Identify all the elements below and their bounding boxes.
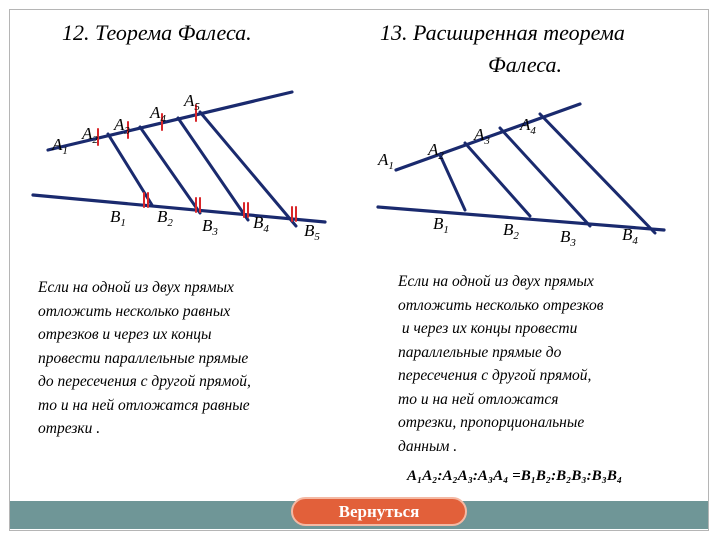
left-label-b1: $B_1$ [110,207,126,229]
left-label-a3: $A_3$ [114,115,130,137]
left-label-b5: $B_5$ [304,221,320,243]
left-label-a4: $A_4$ [150,103,166,125]
right-label-b3: $B_3$ [560,227,576,249]
proportion-formula: A₁A₂:A₂A₃:A₃A₄ =B₁B₂:B₂B₃:B₃B₄ [407,468,623,484]
left-label-b3: $B_3$ [202,216,218,238]
right-label-a2: $A_2$ [428,140,444,162]
right-label-a4: $A_4$ [520,115,536,137]
right-parallel-line-1 [440,155,465,210]
left-theorem-text: Если на одной из двух прямых отложить несколько равных отрезков и через их концы провести параллельные прямые до пересечения с другой прямой, то и на ней отложатся равные отрезки . [38,279,251,437]
right-label-a1: $A_1$ [378,150,394,172]
right-title-line2: Фалеса. [488,52,563,77]
left-label-a5: $A_5$ [184,91,200,113]
left-label-b2: $B_2$ [157,207,173,229]
right-parallel-line-3 [500,128,590,226]
right-label-b2: $B_2$ [503,220,519,242]
left-label-b4: $B_4$ [253,213,269,235]
left-parallel-line-1 [108,134,152,205]
right-label-b1: $B_1$ [433,214,449,236]
left-label-a1: $A_1$ [52,135,68,157]
left-parallel-line-3 [178,118,248,220]
right-parallel-line-4 [540,114,655,233]
diagram-lines [33,92,664,233]
left-label-a2: $A_2$ [82,124,98,146]
right-title-line1: 13. Расширенная теорема [380,20,625,45]
right-label-b4: $B_4$ [622,225,638,247]
right-parallel-line-2 [465,143,530,216]
right-theorem-text: Если на одной из двух прямых отложить несколько отрезков и через их концы провести параллельные прямые до пересечения с другой прямой, то и на ней отложатся отрезки, пропорциональные данным . [398,273,604,455]
right-label-a3: $A_3$ [474,125,490,147]
left-title: 12. Теорема Фалеса. [62,20,252,45]
back-button[interactable]: Вернуться [291,497,467,526]
